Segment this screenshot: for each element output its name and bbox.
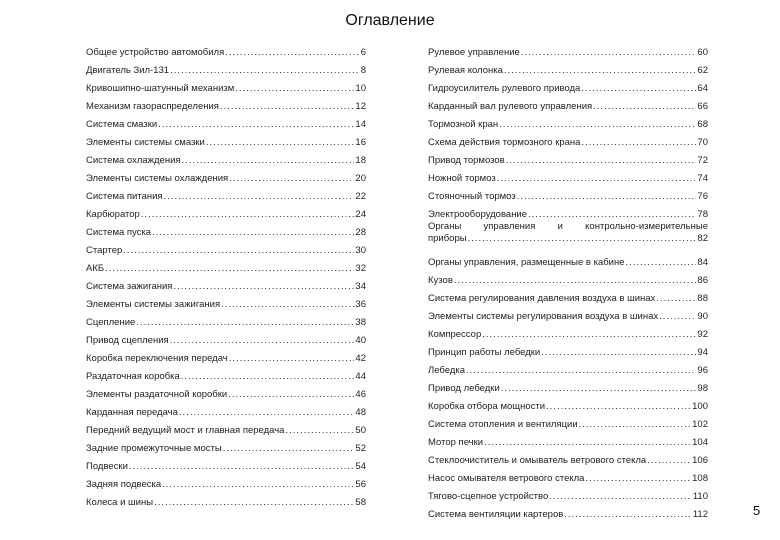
dot-leader [129,461,355,473]
dot-leader [659,311,696,323]
dot-leader [506,155,697,167]
toc-entry-page: 52 [355,443,366,454]
toc-entry[interactable] [428,395,708,413]
dot-leader [466,365,696,377]
toc-entry-title: Задняя подвеска [86,479,162,490]
toc-entry-title: Лебедка [428,365,466,376]
toc-entry-title: Система отопления и вентиляции [428,419,578,430]
toc-entry[interactable] [86,167,366,185]
toc-entry-page: 46 [355,389,366,400]
toc-entry-title: Рулевая колонка [428,65,503,76]
toc-entry-page: 60 [697,47,708,58]
dot-leader [235,83,354,95]
toc-entry-page: 78 [697,209,708,220]
toc-entry-title: Кривошипно-шатунный механизм [86,83,235,94]
toc-entry[interactable] [428,221,708,251]
toc-entry[interactable] [428,485,708,503]
toc-entry-page: 86 [697,275,708,286]
dot-leader [162,479,354,491]
toc-entry-page: 88 [697,293,708,304]
toc-entry-title: Механизм газораспределения [86,101,219,112]
dot-leader [123,245,354,257]
toc-entry-page: 62 [697,65,708,76]
toc-entry[interactable] [86,365,366,383]
toc-entry-title: Система пуска [86,227,152,238]
toc-entry-line2 [428,233,708,245]
dot-leader [228,389,354,401]
toc-entry[interactable] [428,251,708,269]
toc-entry[interactable] [428,431,708,449]
toc-entry-page: 16 [355,137,366,148]
toc-entry-page: 54 [355,461,366,472]
dot-leader [581,83,696,95]
toc-entry[interactable] [428,341,708,359]
dot-leader [647,455,691,467]
toc-entry-title: Карданная передача [86,407,178,418]
toc-entry-page: 12 [355,101,366,112]
dot-leader [152,227,354,239]
dot-leader [154,497,354,509]
dot-leader [454,275,697,287]
toc-entry-title: Кузов [428,275,453,286]
toc-entry[interactable] [428,113,708,131]
toc-entry[interactable] [428,359,708,377]
toc-entry-title: Органы управления, размещенные в кабине [428,257,625,268]
dot-leader [541,347,696,359]
toc-entry-title: Система регулирования давления воздуха в шинах [428,293,656,304]
toc-entry[interactable] [428,305,708,323]
toc-entry[interactable] [86,59,366,77]
dot-leader [593,101,696,113]
toc-entry[interactable] [86,491,366,509]
toc-entry[interactable] [86,401,366,419]
toc-entry-page: 14 [355,119,366,130]
toc-entry[interactable] [86,41,366,59]
toc-entry-page: 44 [355,371,366,382]
toc-entry-page: 28 [355,227,366,238]
toc-entry-page: 24 [355,209,366,220]
dot-leader [164,191,355,203]
toc-entry[interactable] [86,383,366,401]
toc-entry[interactable] [86,257,366,275]
toc-entry[interactable] [86,149,366,167]
toc-entry-title: Коробка отбора мощности [428,401,546,412]
toc-entry[interactable] [86,203,366,221]
dot-leader [581,137,696,149]
toc-entry-title: Двигатель Зил-131 [86,65,170,76]
toc-entry-page: 8 [360,65,366,76]
toc-entry-page: 100 [692,401,708,412]
toc-entry[interactable] [428,203,708,221]
dot-leader [549,491,692,503]
toc-entry-page: 40 [355,335,366,346]
toc-entry-title: Подвески [86,461,128,472]
dot-leader [221,299,354,311]
toc-right-column [428,41,708,521]
toc-entry-page: 108 [692,473,708,484]
dot-leader [170,65,360,77]
toc-entry-page: 30 [355,245,366,256]
toc-entry-page: 58 [355,497,366,508]
toc-entry-title: Мотор печки [428,437,484,448]
dot-leader [585,473,691,485]
toc-entry[interactable] [86,419,366,437]
toc-entry[interactable] [428,287,708,305]
dot-leader [141,209,355,221]
toc-entry-title: Принцип работы лебедки [428,347,541,358]
toc-entry[interactable] [86,473,366,491]
toc-entry[interactable] [86,275,366,293]
toc-entry-title: Система смазки [86,119,158,130]
toc-entry-page: 96 [697,365,708,376]
toc-entry-title: Гидроусилитель рулевого привода [428,83,581,94]
dot-leader [220,101,355,113]
dot-leader [223,443,355,455]
toc-entry-title: Колеса и шины [86,497,154,508]
dot-leader [225,47,359,59]
toc-entry[interactable] [86,95,366,113]
toc-entry-page: 110 [692,491,708,502]
dot-leader [579,419,692,431]
toc-entry[interactable] [428,323,708,341]
dot-leader [105,263,354,275]
toc-entry[interactable] [428,149,708,167]
toc-entry[interactable] [428,413,708,431]
toc-entry[interactable] [428,269,708,287]
toc-entry-title: Привод тормозов [428,155,505,166]
toc-entry[interactable] [428,185,708,203]
toc-entry-title: Задние промежуточные мосты [86,443,222,454]
toc-entry-title: Насос омывателя ветрового стекла [428,473,585,484]
toc-entry-title: Элементы раздаточной коробки [86,389,228,400]
toc-entry-title: Стеклоочиститель и омыватель ветрового стекла [428,455,647,466]
toc-entry[interactable] [86,131,366,149]
toc-entry-page: 66 [697,101,708,112]
toc-entry-title: Тормозной кран [428,119,499,130]
toc-entry-title: Элементы системы зажигания [86,299,221,310]
toc-entry[interactable] [428,41,708,59]
toc-entry-page: 22 [355,191,366,202]
dot-leader [206,137,355,149]
toc-entry-title: Система вентиляции картеров [428,509,564,520]
toc-entry-title: Передний ведущий мост и главная передача [86,425,285,436]
toc-entry-page: 104 [692,437,708,448]
toc-entry-page: 98 [697,383,708,394]
toc-entry-page: 34 [355,281,366,292]
toc-entry-title: Электрооборудование [428,209,528,220]
toc-entry-title: Тягово-сцепное устройство [428,491,549,502]
toc-entry-page: 64 [697,83,708,94]
toc-left-column [86,41,366,509]
dot-leader [504,65,697,77]
page-number: 5 [753,503,761,518]
toc-entry-page: 72 [697,155,708,166]
dot-leader [179,407,355,419]
toc-entry-title: Стартер [86,245,123,256]
dot-leader [182,155,355,167]
toc-entry[interactable] [428,467,708,485]
dot-leader [626,257,697,269]
toc-entry-title: Раздаточная коробка [86,371,180,382]
toc-entry[interactable] [86,113,366,131]
dot-leader [170,335,355,347]
dot-leader [468,233,697,245]
dot-leader [173,281,354,293]
toc-entry-title: Элементы системы регулирования воздуха в шинах [428,311,659,322]
toc-entry-page: 38 [355,317,366,328]
toc-entry-page: 10 [355,83,366,94]
toc-entry-page: 106 [692,455,708,466]
toc-entry-page: 6 [360,47,366,58]
toc-entry-title: Система питания [86,191,163,202]
toc-entry-title-cont: приборы [428,233,467,244]
dot-leader [499,119,696,131]
toc-entry-page: 92 [697,329,708,340]
toc-entry-page: 82 [697,233,708,244]
dot-leader [285,425,354,437]
toc-entry-title: Ножной тормоз [428,173,496,184]
toc-entry-title: Сцепление [86,317,136,328]
toc-entry-page: 90 [697,311,708,322]
dot-leader [484,437,691,449]
toc-entry[interactable] [86,347,366,365]
toc-entry[interactable] [86,185,366,203]
toc-entry-page: 94 [697,347,708,358]
toc-entry-page: 48 [355,407,366,418]
dot-leader [497,173,697,185]
toc-entry-title: Органы управления и контрольно-измерительные [428,221,708,232]
toc-entry[interactable] [428,503,708,521]
toc-entry-title: Стояночный тормоз [428,191,516,202]
dot-leader [181,371,355,383]
toc-entry-page: 56 [355,479,366,490]
toc-entry[interactable] [428,377,708,395]
dot-leader [656,293,696,305]
dot-leader [482,329,696,341]
toc-entry[interactable] [86,455,366,473]
toc-entry[interactable] [428,449,708,467]
dot-leader [158,119,354,131]
toc-entry-title: Карбюратор [86,209,140,220]
toc-entry-title: Рулевое управление [428,47,520,58]
toc-entry-title: Система охлаждения [86,155,181,166]
toc-entry-title: Компрессор [428,329,482,340]
toc-entry[interactable] [86,293,366,311]
dot-leader [528,209,696,221]
toc-entry-page: 74 [697,173,708,184]
dot-leader [229,173,354,185]
toc-entry-page: 112 [692,509,708,520]
toc-entry[interactable] [428,95,708,113]
toc-entry-title: Элементы системы смазки [86,137,205,148]
toc-entry-page: 36 [355,299,366,310]
toc-entry-title: Карданный вал рулевого управления [428,101,593,112]
toc-entry-page: 70 [697,137,708,148]
toc-entry-page: 102 [692,419,708,430]
toc-entry-title: Схема действия тормозного крана [428,137,581,148]
toc-entry[interactable] [428,59,708,77]
toc-entry[interactable] [428,167,708,185]
page-title: Оглавление [345,12,435,29]
toc-entry-page: 50 [355,425,366,436]
toc-entry-title: Элементы системы охлаждения [86,173,229,184]
toc-entry-page: 76 [697,191,708,202]
toc-entry-page: 84 [697,257,708,268]
toc-entry-title: Общее устройство автомобиля [86,47,225,58]
toc-entry[interactable] [86,311,366,329]
dot-leader [517,191,697,203]
toc-entry-page: 32 [355,263,366,274]
dot-leader [546,401,691,413]
toc-entry-title: Привод сцепления [86,335,169,346]
toc-entry-title: Система зажигания [86,281,173,292]
dot-leader [229,353,355,365]
dot-leader [564,509,692,521]
toc-entry[interactable] [86,437,366,455]
toc-entry[interactable] [86,239,366,257]
toc-entry-page: 68 [697,119,708,130]
toc-entry-title: Коробка переключения передач [86,353,228,364]
dot-leader [136,317,354,329]
toc-entry-title: АКБ [86,263,105,274]
toc-entry-title: Привод лебедки [428,383,500,394]
toc-entry-page: 42 [355,353,366,364]
toc-entry-page: 20 [355,173,366,184]
toc-entry-page: 18 [355,155,366,166]
toc-entry[interactable] [428,131,708,149]
toc-entry[interactable] [428,77,708,95]
dot-leader [501,383,697,395]
dot-leader [521,47,697,59]
toc-entry[interactable] [86,221,366,239]
toc-entry[interactable] [86,77,366,95]
toc-entry[interactable] [86,329,366,347]
